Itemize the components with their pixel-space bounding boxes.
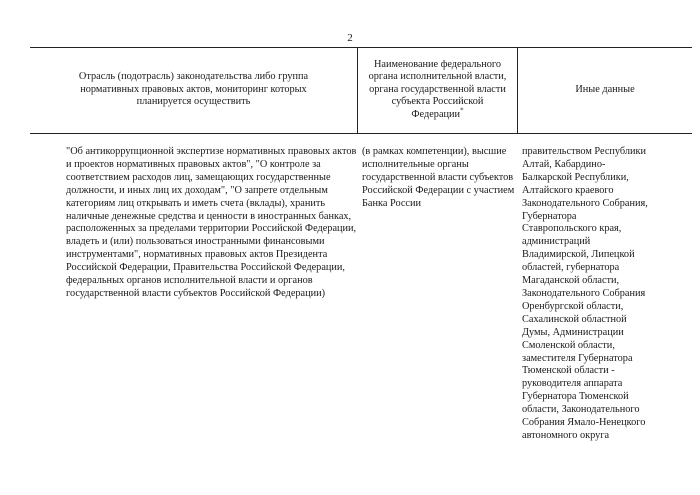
row-cell-other-data — [522, 146, 652, 443]
table-header-bottom-border — [30, 133, 692, 134]
header-cell-other-data — [518, 47, 692, 133]
header-cell-authority-name — [358, 47, 517, 133]
authority-text: (в рамках компетенции), высшие исполнительные органы государственной власти субъектов Российской Федерации с участием Банка России — [362, 146, 515, 209]
legislation-text: "Об антикоррупционной экспертизе нормативных правовых актов и проектов нормативных правовых актов", "О контроле за соответствием расходов лиц, замещающих государственные должности, и иных лиц их доходам", "О запрете отдельным категориям лиц открывать и иметь счета (вклады), хранить наличные денежные средства и ценности в иностранных банках, расположенных за пределами территории Российской Федерации, владеть и (или) пользоваться иностранными финансовыми инструментами", нормативных правовых актов Президента Российской Федерации, Правительства Российской Федерации, федеральных органов исполнительной власти и органов государственной власти субъектов Российской Федерации) — [66, 146, 357, 299]
row-cell-authority-name — [362, 146, 522, 211]
header-text-authority-name — [368, 59, 508, 122]
header-text-legislation-branch: Отрасль (подотрасль) законодательства либо группа нормативных правовых актов, мониторинг которых планируется осуществить — [78, 71, 309, 108]
header-cell-legislation-branch — [30, 47, 357, 133]
header-text-other-data: Иные данные — [575, 83, 635, 95]
row-cell-legislation-branch — [66, 146, 360, 301]
page-number: 2 — [347, 32, 353, 44]
footnote-mark: * — [460, 106, 464, 115]
header-authority-label: Наименование федерального органа исполнительной власти, органа государственной власти субъекта Российской Федерации — [368, 58, 507, 120]
other-data-text: правительством Республики Алтай, Кабардино-Балкарской Республики, Алтайского краевого Законодательного Собрания, Губернатора Ставропольского края, администраций Владимирской, Липецкой областей, губернатора Магаданской области, Законодательного Собрания Оренбургской области, Сахалинской областной Думы, Администрации Смоленской области, заместителя Губернатора Тюменской области - руководителя аппарата Губернатора Тюменской области, Законодательного Собрания Ямало-Ненецкого автономного округа — [522, 146, 648, 441]
